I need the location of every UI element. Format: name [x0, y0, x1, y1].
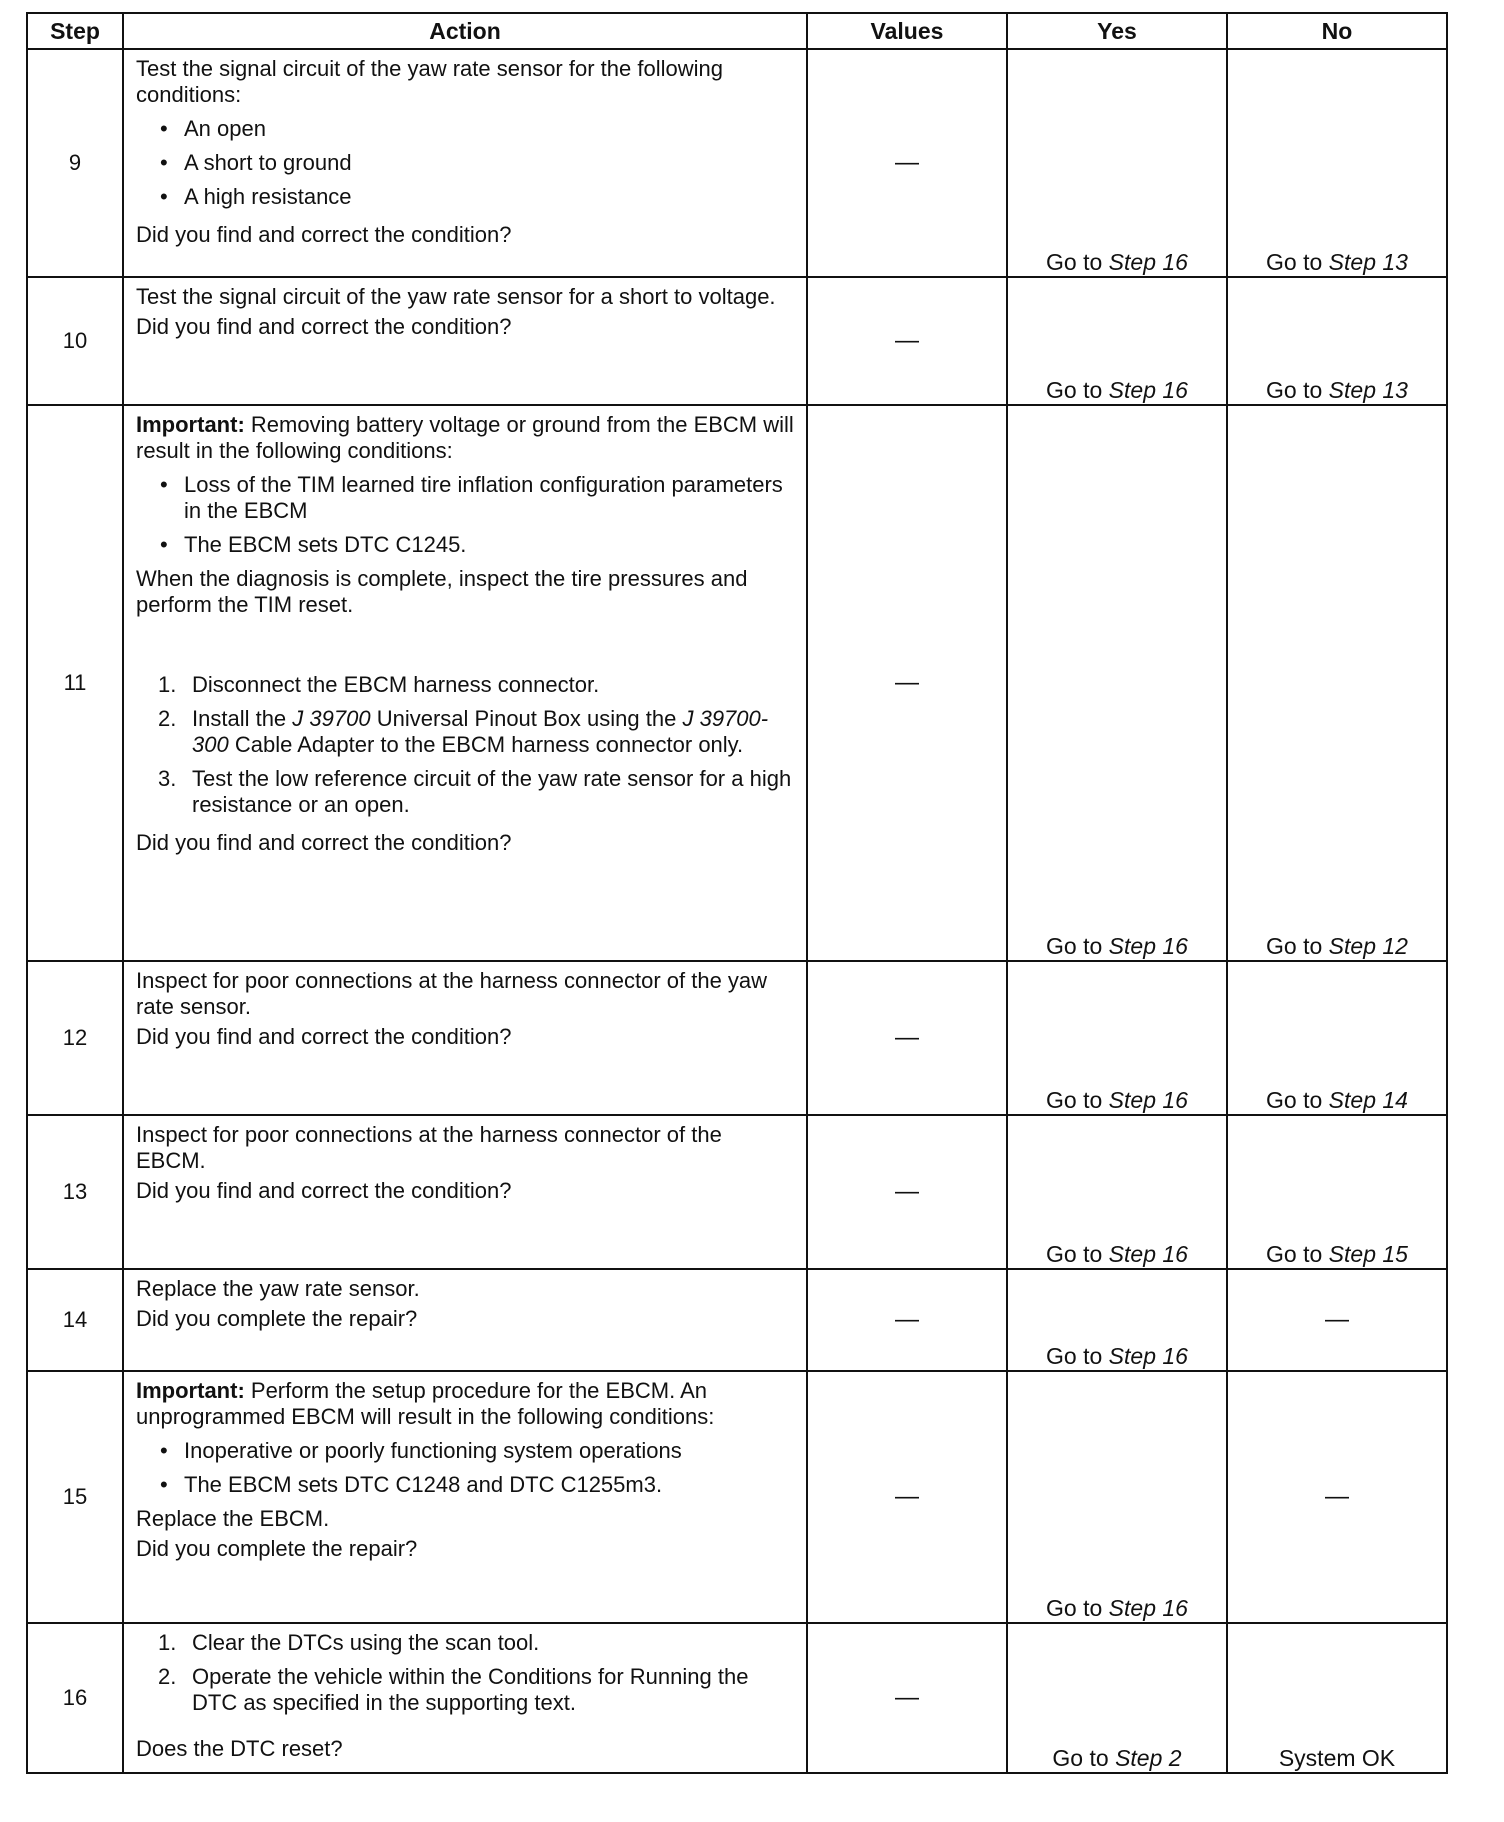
list-item: • Loss of the TIM learned tire inflation configuration parameters in the EBCM: [136, 472, 794, 524]
no-cell: Go to Step 14: [1227, 961, 1447, 1115]
table-row: [27, 49, 1447, 277]
table-row: [27, 961, 1447, 1115]
values-cell: —: [807, 961, 1007, 1115]
values-cell: —: [807, 1371, 1007, 1623]
yes-step-ref: 16: [1162, 1595, 1188, 1621]
action-cell: [123, 1269, 807, 1371]
no-cell: Go to Step 13: [1227, 49, 1447, 277]
yes-step-ref: 16: [1162, 1087, 1188, 1113]
step-number: 9: [27, 49, 123, 277]
yes-step-ref: 2: [1168, 1745, 1182, 1771]
yes-cell: Go to Step 16: [1007, 1371, 1227, 1623]
table-row: [27, 1623, 1447, 1773]
action-text: Test the signal circuit of the yaw rate sensor for the following conditions:: [136, 56, 723, 107]
list-item: 2. Operate the vehicle within the Conditions for Running the DTC as specified in the supporting text.: [158, 1664, 749, 1715]
values-cell: —: [807, 1269, 1007, 1371]
important-note: Important: Perform the setup procedure for the EBCM. An unprogrammed EBCM will result in the following conditions:: [136, 1378, 715, 1429]
action-cell: [123, 405, 807, 961]
important-note: Important: Removing battery voltage or ground from the EBCM will result in the following conditions:: [136, 412, 794, 463]
no-step-ref: 14: [1382, 1087, 1408, 1113]
table-row: [27, 1115, 1447, 1269]
no-cell: Go to Step 13: [1227, 277, 1447, 405]
table-row: [27, 1371, 1447, 1623]
values-cell: —: [807, 277, 1007, 405]
action-question: Did you find and correct the condition?: [136, 314, 512, 339]
action-question: Did you find and correct the condition?: [136, 1024, 512, 1049]
header-step: Step: [27, 13, 123, 49]
tool-ref: J 39700-300: [192, 706, 769, 757]
step-number: 13: [27, 1115, 123, 1269]
yes-step-ref: 16: [1162, 933, 1188, 959]
yes-cell: Go to Step 16: [1007, 1115, 1227, 1269]
no-step-ref: 13: [1382, 249, 1408, 275]
action-cell: [123, 1115, 807, 1269]
list-item: 1. Clear the DTCs using the scan tool.: [158, 1630, 540, 1655]
action-text: Inspect for poor connections at the harness connector of the yaw rate sensor.: [136, 968, 768, 1019]
yes-cell: Go to Step 16: [1007, 405, 1227, 961]
header-values: Values: [807, 13, 1007, 49]
action-text: Replace the EBCM.: [136, 1506, 330, 1531]
action-question: Did you complete the repair?: [136, 1536, 418, 1561]
header-row: [27, 13, 1447, 49]
yes-cell: Go to Step 16: [1007, 1269, 1227, 1371]
action-question: Does the DTC reset?: [136, 1736, 343, 1761]
action-question: Did you find and correct the condition?: [136, 830, 512, 855]
yes-step-ref: 16: [1162, 249, 1188, 275]
condition-list: [136, 472, 794, 558]
no-step-ref: 12: [1382, 933, 1408, 959]
no-cell: Go to Step 12: [1227, 405, 1447, 961]
no-step-ref: 15: [1382, 1241, 1408, 1267]
action-cell: [123, 1371, 807, 1623]
values-cell: —: [807, 1623, 1007, 1773]
step-number: 15: [27, 1371, 123, 1623]
yes-step-ref: 16: [1162, 377, 1188, 403]
header-yes: Yes: [1007, 13, 1227, 49]
list-item: • A short to ground: [136, 150, 794, 176]
action-question: Did you find and correct the condition?: [136, 222, 512, 247]
values-cell: —: [807, 405, 1007, 961]
step-number: 11: [27, 405, 123, 961]
no-step-ref: 13: [1382, 377, 1408, 403]
header-no: No: [1227, 13, 1447, 49]
diagnostic-table: [26, 12, 1448, 1774]
action-cell: [123, 1623, 807, 1773]
action-text: Inspect for poor connections at the harness connector of the EBCM.: [136, 1122, 722, 1173]
yes-cell: Go to Step 16: [1007, 961, 1227, 1115]
action-cell: [123, 961, 807, 1115]
values-cell: —: [807, 1115, 1007, 1269]
header-action: Action: [123, 13, 807, 49]
table-row: [27, 277, 1447, 405]
list-item: 1. Disconnect the EBCM harness connector.: [158, 672, 600, 697]
table-row: [27, 405, 1447, 961]
list-item: • Inoperative or poorly functioning system operations: [136, 1438, 794, 1464]
action-question: Did you complete the repair?: [136, 1306, 418, 1331]
list-item: • The EBCM sets DTC C1248 and DTC C1255m3.: [136, 1472, 794, 1498]
diagnostic-table-page: [26, 12, 1446, 1774]
action-question: Did you find and correct the condition?: [136, 1178, 512, 1203]
list-item: • An open: [136, 116, 794, 142]
step-number: 12: [27, 961, 123, 1115]
no-cell: System OK: [1227, 1623, 1447, 1773]
yes-step-ref: 16: [1162, 1241, 1188, 1267]
procedure-list: [136, 672, 794, 818]
no-cell: Go to Step 15: [1227, 1115, 1447, 1269]
yes-cell: Go to Step 16: [1007, 49, 1227, 277]
list-item: 2. Install the J 39700 Universal Pinout Box using the J 39700-300 Cable Adapter to the EBCM harness connector only.: [158, 706, 769, 757]
step-number: 10: [27, 277, 123, 405]
yes-step-ref: 16: [1162, 1343, 1188, 1369]
condition-list: [136, 1438, 794, 1498]
action-cell: [123, 277, 807, 405]
table-row: [27, 1269, 1447, 1371]
action-text: Replace the yaw rate sensor.: [136, 1276, 420, 1301]
procedure-list: [136, 1630, 794, 1724]
tool-ref: J 39700: [292, 706, 371, 731]
list-item: 3. Test the low reference circuit of the yaw rate sensor for a high resistance or an open.: [158, 766, 792, 817]
condition-list: [136, 116, 794, 210]
action-text: Test the signal circuit of the yaw rate sensor for a short to voltage.: [136, 284, 776, 309]
action-text: When the diagnosis is complete, inspect the tire pressures and perform the TIM reset.: [136, 566, 748, 617]
action-cell: [123, 49, 807, 277]
list-item: • The EBCM sets DTC C1245.: [136, 532, 794, 558]
step-number: 14: [27, 1269, 123, 1371]
values-cell: —: [807, 49, 1007, 277]
step-number: 16: [27, 1623, 123, 1773]
yes-cell: Go to Step 16: [1007, 277, 1227, 405]
list-item: • A high resistance: [136, 184, 794, 210]
no-cell: —: [1227, 1371, 1447, 1623]
no-cell: —: [1227, 1269, 1447, 1371]
yes-cell: Go to Step 2: [1007, 1623, 1227, 1773]
